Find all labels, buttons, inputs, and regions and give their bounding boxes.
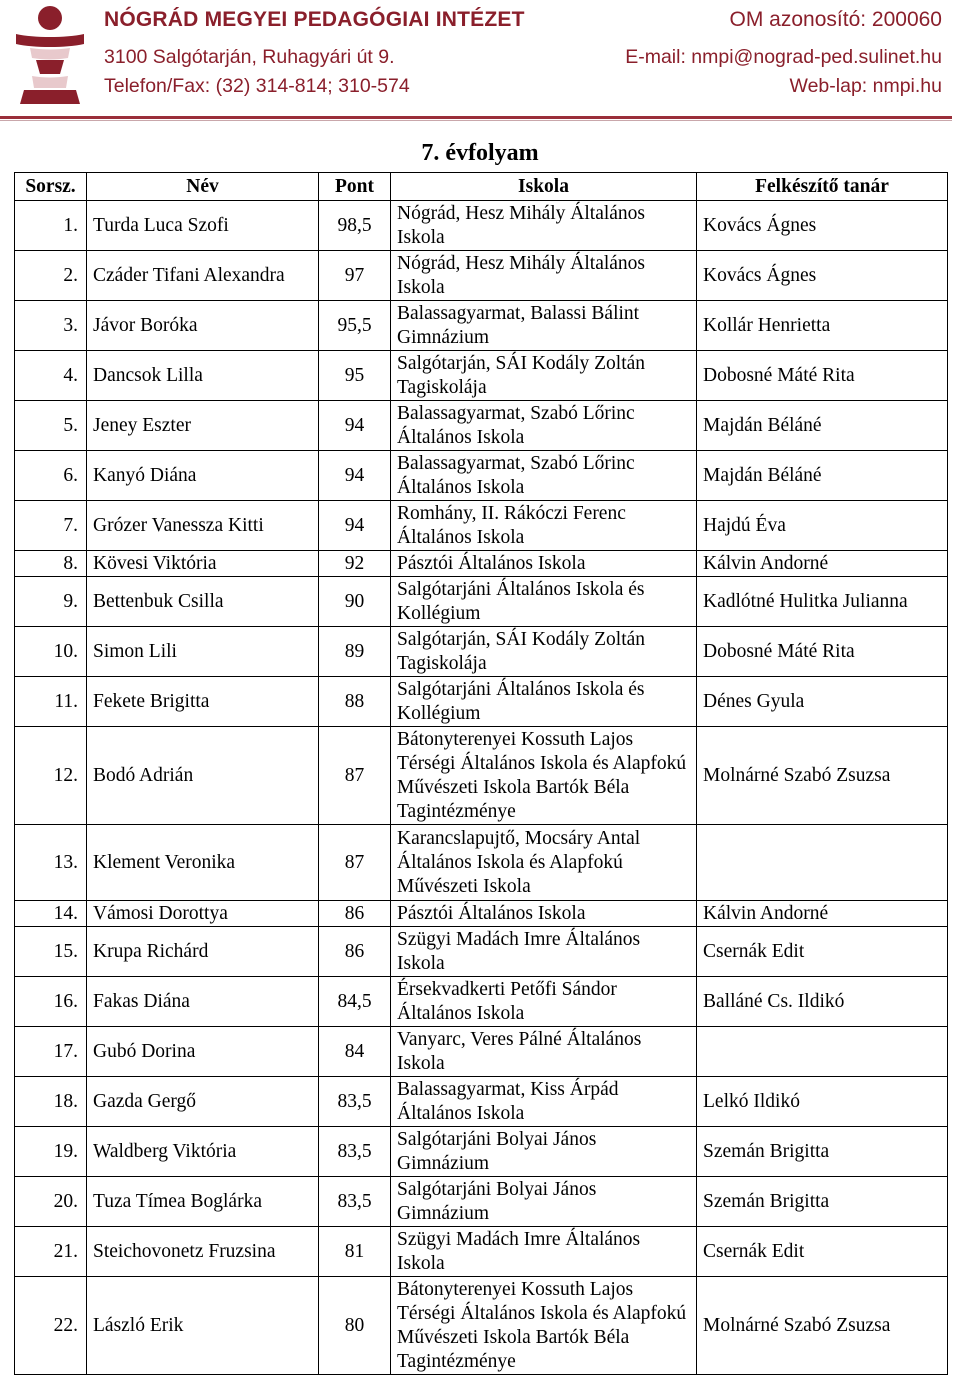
cell-points: 97: [319, 251, 391, 301]
website: Web-lap: nmpi.hu: [789, 75, 942, 97]
table-row: [15, 251, 948, 301]
cell-rank: 14.: [15, 901, 87, 927]
cell-teacher: Balláné Cs. Ildikó: [697, 977, 948, 1027]
cell-rank: 11.: [15, 677, 87, 727]
cell-rank: 7.: [15, 501, 87, 551]
cell-school: Salgótarjáni Bolyai János Gimnázium: [391, 1177, 697, 1227]
cell-points: 95,5: [319, 301, 391, 351]
cell-points: 94: [319, 401, 391, 451]
cell-teacher: Kovács Ágnes: [697, 251, 948, 301]
cell-points: 92: [319, 551, 391, 577]
cell-points: 90: [319, 577, 391, 627]
cell-school: Balassagyarmat, Szabó Lőrinc Általános Iskola: [391, 401, 697, 451]
cell-name: Czáder Tifani Alexandra: [87, 251, 319, 301]
table-row: [15, 1127, 948, 1177]
table-row: [15, 1227, 948, 1277]
cell-school: Karancslapujtő, Mocsáry Antal Általános Iskola és Alapfokú Művészeti Iskola: [391, 825, 697, 901]
cell-rank: 21.: [15, 1227, 87, 1277]
header-divider-thin: [0, 120, 952, 121]
om-id: OM azonosító: 200060: [729, 8, 942, 31]
cell-school: Szügyi Madách Imre Általános Iskola: [391, 1227, 697, 1277]
table-row: [15, 677, 948, 727]
cell-teacher: Lelkó Ildikó: [697, 1077, 948, 1127]
table-row: [15, 451, 948, 501]
cell-teacher: Kovács Ágnes: [697, 201, 948, 251]
cell-rank: 1.: [15, 201, 87, 251]
cell-points: 83,5: [319, 1127, 391, 1177]
cell-rank: 19.: [15, 1127, 87, 1177]
letterhead: [0, 0, 960, 124]
cell-points: 84,5: [319, 977, 391, 1027]
cell-rank: 15.: [15, 927, 87, 977]
cell-school: Salgótarján, SÁI Kodály Zoltán Tagiskolája: [391, 627, 697, 677]
cell-teacher: Szemán Brigitta: [697, 1177, 948, 1227]
cell-rank: 4.: [15, 351, 87, 401]
cell-school: Romhány, II. Rákóczi Ferenc Általános Iskola: [391, 501, 697, 551]
cell-points: 87: [319, 825, 391, 901]
cell-name: Jeney Eszter: [87, 401, 319, 451]
table-row: [15, 551, 948, 577]
table-row: [15, 301, 948, 351]
cell-name: Simon Lili: [87, 627, 319, 677]
cell-name: Klement Veronika: [87, 825, 319, 901]
cell-name: Steichovonetz Fruzsina: [87, 1227, 319, 1277]
cell-rank: 6.: [15, 451, 87, 501]
cell-school: Balassagyarmat, Balassi Bálint Gimnázium: [391, 301, 697, 351]
table-row: [15, 1177, 948, 1227]
cell-teacher: Csernák Edit: [697, 1227, 948, 1277]
cell-rank: 18.: [15, 1077, 87, 1127]
cell-points: 84: [319, 1027, 391, 1077]
table-row: [15, 401, 948, 451]
cell-teacher: [697, 825, 948, 901]
cell-name: Waldberg Viktória: [87, 1127, 319, 1177]
cell-name: Jávor Boróka: [87, 301, 319, 351]
table-header-row: [15, 173, 948, 201]
cell-name: Fakas Diána: [87, 977, 319, 1027]
cell-school: Pásztói Általános Iskola: [391, 901, 697, 927]
cell-school: Salgótarjáni Általános Iskola és Kollégium: [391, 677, 697, 727]
cell-teacher: Majdán Béláné: [697, 401, 948, 451]
cell-rank: 9.: [15, 577, 87, 627]
address: 3100 Salgótarján, Ruhagyári út 9.: [104, 46, 395, 68]
table-row: [15, 351, 948, 401]
cell-teacher: Csernák Edit: [697, 927, 948, 977]
cell-teacher: Hajdú Éva: [697, 501, 948, 551]
cell-points: 86: [319, 927, 391, 977]
cell-name: Kanyó Diána: [87, 451, 319, 501]
cell-school: Bátonyterenyei Kossuth Lajos Térségi Általános Iskola és Alapfokú Művészeti Iskola Bartók Béla Tagintézménye: [391, 727, 697, 825]
header-rank: Sorsz.: [15, 173, 87, 201]
cell-school: Szügyi Madách Imre Általános Iskola: [391, 927, 697, 977]
cell-name: Tuza Tímea Boglárka: [87, 1177, 319, 1227]
cell-rank: 13.: [15, 825, 87, 901]
cell-points: 81: [319, 1227, 391, 1277]
cell-rank: 17.: [15, 1027, 87, 1077]
table-row: [15, 201, 948, 251]
cell-school: Salgótarján, SÁI Kodály Zoltán Tagiskolája: [391, 351, 697, 401]
table-row: [15, 825, 948, 901]
cell-teacher: Dénes Gyula: [697, 677, 948, 727]
cell-name: Grózer Vanessza Kitti: [87, 501, 319, 551]
cell-teacher: Kadlótné Hulitka Julianna: [697, 577, 948, 627]
cell-name: Vámosi Dorottya: [87, 901, 319, 927]
cell-rank: 3.: [15, 301, 87, 351]
cell-name: Gubó Dorina: [87, 1027, 319, 1077]
cell-rank: 16.: [15, 977, 87, 1027]
table-row: [15, 1027, 948, 1077]
table-row: [15, 901, 948, 927]
cell-points: 89: [319, 627, 391, 677]
header-school: Iskola: [391, 173, 697, 201]
cell-name: Kövesi Viktória: [87, 551, 319, 577]
cell-name: Dancsok Lilla: [87, 351, 319, 401]
table-row: [15, 1077, 948, 1127]
cell-school: Bátonyterenyei Kossuth Lajos Térségi Általános Iskola és Alapfokú Művészeti Iskola Bartók Béla Tagintézménye: [391, 1277, 697, 1375]
cell-teacher: Kálvin Andorné: [697, 901, 948, 927]
cell-school: Balassagyarmat, Kiss Árpád Általános Iskola: [391, 1077, 697, 1127]
cell-school: Salgótarjáni Általános Iskola és Kollégium: [391, 577, 697, 627]
cell-name: Gazda Gergő: [87, 1077, 319, 1127]
cell-rank: 10.: [15, 627, 87, 677]
cell-school: Pásztói Általános Iskola: [391, 551, 697, 577]
header-points: Pont: [319, 173, 391, 201]
cell-rank: 5.: [15, 401, 87, 451]
cell-points: 88: [319, 677, 391, 727]
org-name: NÓGRÁD MEGYEI PEDAGÓGIAI INTÉZET: [104, 8, 525, 31]
cell-teacher: Majdán Béláné: [697, 451, 948, 501]
cell-teacher: Kollár Henrietta: [697, 301, 948, 351]
cell-name: László Erik: [87, 1277, 319, 1375]
cell-points: 94: [319, 501, 391, 551]
table-body: [15, 201, 948, 1375]
institute-logo-icon: [10, 4, 90, 108]
cell-points: 80: [319, 1277, 391, 1375]
results-table: [14, 172, 948, 1375]
cell-teacher: Molnárné Szabó Zsuzsa: [697, 727, 948, 825]
cell-points: 95: [319, 351, 391, 401]
cell-school: Vanyarc, Veres Pálné Általános Iskola: [391, 1027, 697, 1077]
cell-teacher: Kálvin Andorné: [697, 551, 948, 577]
cell-name: Krupa Richárd: [87, 927, 319, 977]
cell-school: Balassagyarmat, Szabó Lőrinc Általános Iskola: [391, 451, 697, 501]
cell-name: Bodó Adrián: [87, 727, 319, 825]
cell-teacher: Molnárné Szabó Zsuzsa: [697, 1277, 948, 1375]
cell-points: 94: [319, 451, 391, 501]
table-row: [15, 727, 948, 825]
cell-school: Nógrád, Hesz Mihály Általános Iskola: [391, 201, 697, 251]
table-row: [15, 977, 948, 1027]
cell-teacher: Dobosné Máté Rita: [697, 351, 948, 401]
email: E-mail: nmpi@nograd-ped.sulinet.hu: [625, 46, 942, 68]
cell-points: 83,5: [319, 1177, 391, 1227]
cell-name: Turda Luca Szofi: [87, 201, 319, 251]
table-row: [15, 927, 948, 977]
header-name: Név: [87, 173, 319, 201]
table-row: [15, 501, 948, 551]
cell-points: 83,5: [319, 1077, 391, 1127]
cell-school: Salgótarjáni Bolyai János Gimnázium: [391, 1127, 697, 1177]
table-row: [15, 627, 948, 677]
header-divider: [0, 116, 952, 119]
cell-rank: 22.: [15, 1277, 87, 1375]
cell-points: 86: [319, 901, 391, 927]
header-teacher: Felkészítő tanár: [697, 173, 948, 201]
cell-teacher: Szemán Brigitta: [697, 1127, 948, 1177]
phone: Telefon/Fax: (32) 314-814; 310-574: [104, 75, 410, 97]
table-row: [15, 577, 948, 627]
cell-teacher: Dobosné Máté Rita: [697, 627, 948, 677]
cell-points: 98,5: [319, 201, 391, 251]
cell-rank: 8.: [15, 551, 87, 577]
page-title: 7. évfolyam: [421, 140, 539, 166]
cell-school: Érsekvadkerti Petőfi Sándor Általános Iskola: [391, 977, 697, 1027]
cell-name: Bettenbuk Csilla: [87, 577, 319, 627]
cell-points: 87: [319, 727, 391, 825]
cell-rank: 12.: [15, 727, 87, 825]
cell-name: Fekete Brigitta: [87, 677, 319, 727]
cell-rank: 20.: [15, 1177, 87, 1227]
table-row: [15, 1277, 948, 1375]
cell-school: Nógrád, Hesz Mihály Általános Iskola: [391, 251, 697, 301]
cell-teacher: [697, 1027, 948, 1077]
cell-rank: 2.: [15, 251, 87, 301]
